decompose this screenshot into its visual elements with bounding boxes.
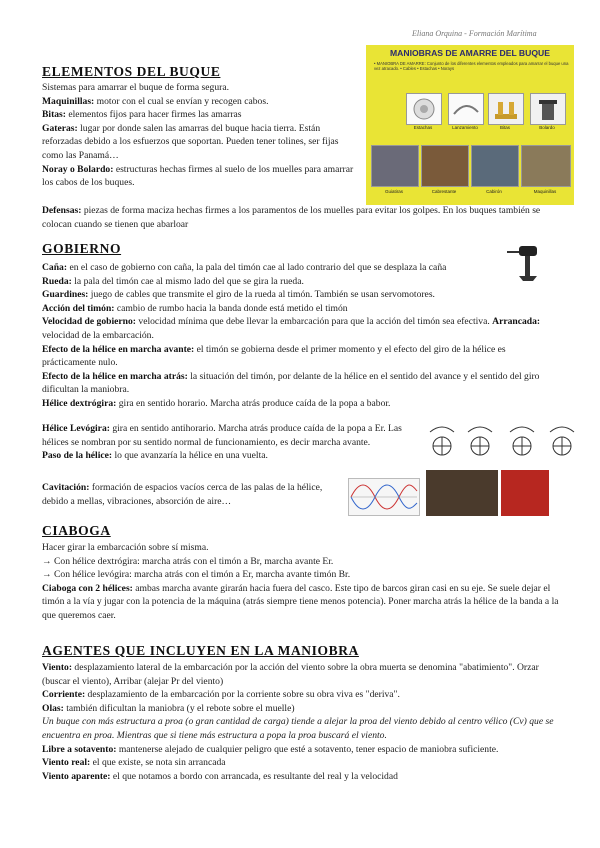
list-item: → Con hélice levógira: marcha atrás con el timón a Er, marcha avante timón Br. <box>42 569 351 581</box>
section-title-elementos: ELEMENTOS DEL BUQUE <box>42 64 221 79</box>
section-body-gobierno-2 <box>42 422 414 463</box>
section-title-ciaboga: CIABOGA <box>42 523 111 538</box>
section-body-elementos <box>42 81 360 190</box>
poster-caption: Guiatiras <box>384 189 403 194</box>
list-item: Olas: también dificultan la maniobra (y el rebote sobre el muelle) <box>42 702 295 714</box>
list-item: Paso de la hélice: lo que avanzaría la hélice en una vuelta. <box>42 450 268 462</box>
list-item: Cavitación: formación de espacios vacíos cerca de las palas de la hélice, debido a mellas, vibraciones, absorción de aire… <box>42 482 323 507</box>
list-item: Viento real: el que existe, se nota sin arrancada <box>42 757 226 769</box>
list-item: Guardines: juego de cables que transmite el giro de la rueda al timón. También se usan servomotores. <box>42 289 435 301</box>
poster-title: MANIOBRAS DE AMARRE DEL BUQUE <box>390 48 550 58</box>
list-item: Viento: desplazamiento lateral de la embarcación por la acción del viento sobre la obra muerta se denomina "abatimiento". Orzar (buscar el viento), Arribar (alejar Pr del viento) <box>42 662 539 687</box>
list-item: Bitas: elementos fijos para hacer firmes las amarras <box>42 109 242 121</box>
list-item: Acción del timón: cambio de rumbo hacia la banda donde está metido el timón <box>42 302 348 314</box>
bitas-photo <box>488 93 524 125</box>
section-title-agentes: AGENTES QUE INCLUYEN EN LA MANIOBRA <box>42 643 359 658</box>
estachas-photo <box>406 93 442 125</box>
cabrestante-photo <box>421 145 469 187</box>
guiatiras-photo <box>371 145 419 187</box>
italic-note: Un buque con más estructura a proa (o gran cantidad de carga) tiende a alejar la proa del viento debido al centro vélico (Cv) que se encuentra en proa. Mientras que si tiene más estructura a popa la proa buscará el viento. <box>42 716 554 741</box>
intro-text: Hacer girar la embarcación sobre sí misma. <box>42 542 209 553</box>
list-item: → Con hélice dextrógira: marcha atrás con el timón a Br, marcha avante Er. <box>42 555 334 567</box>
section-title-gobierno: GOBIERNO <box>42 241 122 256</box>
maquinillas-photo <box>521 145 571 187</box>
list-item: Efecto de la hélice en marcha atrás: la situación del timón, por delante de la hélice en el sentido del avance y el sentido del giro dificultan la maniobra. <box>42 370 540 396</box>
list-item: Velocidad de gobierno: velocidad mínima que debe llevar la embarcación para que la acción del timón sea efectiva. Arrancada: velocidad de la embarcación. <box>42 316 541 341</box>
list-item: Viento aparente: el que notamos a bordo con arrancada, es resultante del real y la velocidad <box>42 770 398 782</box>
poster-caption: Lanzamiento <box>452 125 478 130</box>
list-item: Libre a sotavento: mantenerse alejado de cualquier peligro que esté a sotavento, tener espacio de maniobra suficiente. <box>42 743 499 755</box>
cavitation-wave-graph <box>348 478 420 516</box>
section-body-defensas <box>42 204 562 231</box>
list-item: Maquinillas: motor con el cual se envían y recogen cabos. <box>42 95 269 107</box>
cabiron-photo <box>471 145 519 187</box>
author-header: Eliana Orquina - Formación Marítima <box>412 29 537 38</box>
list-item: Caña: en el caso de gobierno con caña, la pala del timón cae al lado contrario del que se desplaza la caña <box>42 262 447 273</box>
section-body-cavitacion <box>42 481 342 508</box>
section-body-ciaboga <box>42 541 560 623</box>
poster-caption: Cabrestante <box>431 189 457 194</box>
list-item: Corriente: desplazamiento de la embarcación por la corriente sobre su obra viva es "deriva". <box>42 689 400 701</box>
poster-caption: Cabirón <box>486 189 502 194</box>
section-body-gobierno <box>42 261 554 411</box>
poster-caption: Bolardo <box>539 125 555 130</box>
poster-subtitle: • MANIOBRA DE AMARRE: Conjunto de los diferentes elementos empleados para amarrar el buque una vez atracado. • Cables • Estachas • Norays <box>374 61 569 71</box>
list-item: Ciaboga con 2 hélices: ambas marcha avante girarán hacia fuera del casco. Este tipo de barcos giran casi en su eje. Se suele dejar el timón a la vía y jugar con la potencia de la máquina (atrás siempre tiene menos potencia). Poner marcha atrás la hélice de la banda a la que queremos caer. <box>42 582 559 621</box>
list-item: Defensas: piezas de forma maciza hechas firmes a los paramentos de los muelles para evitar los golpes. En los buques también se colocan cuando se tienen que abarloar <box>42 205 541 230</box>
section-body-agentes <box>42 661 556 783</box>
list-item: Efecto de la hélice en marcha avante: el timón se gobierna desde el primer momento y el efecto del giro de la hélice es prácticamente nulo. <box>42 343 506 369</box>
mooring-poster-image <box>366 45 574 205</box>
propeller-photo <box>426 470 498 516</box>
hull-photo <box>501 470 549 516</box>
poster-caption: Estachas <box>413 125 433 130</box>
propeller-rotation-diagram <box>422 416 582 474</box>
list-item: Hélice Levógira: gira en sentido antihorario. Marcha atrás produce caída de la popa a Er. Las hélices se nombran por su sentido normal de funcionamiento, es decir marcha avante. <box>42 423 402 448</box>
bolardo-photo <box>530 93 566 125</box>
list-item: Hélice dextrógira: gira en sentido horario. Marcha atrás produce caída de la popa a babor. <box>42 397 391 409</box>
list-item: Noray o Bolardo: estructuras hechas firmes al suelo de los muelles para amarrar los cabos de los buques. <box>42 163 354 189</box>
list-item: Gateras: lugar por donde salen las amarras del buque hacia tierra. Están reforzadas debido a los esfuerzos que soportan. Pueden tener tolines, ser fijas como las Panamá… <box>42 122 339 161</box>
lanzamiento-photo <box>448 93 484 125</box>
list-item: Rueda: la pala del timón cae al mismo lado del que se gira la rueda. <box>42 275 304 287</box>
poster-caption: Bitas <box>499 125 510 130</box>
intro-text: Sistemas para amarrar el buque de forma segura. <box>42 82 229 93</box>
poster-caption: Maquinillas <box>533 189 557 194</box>
